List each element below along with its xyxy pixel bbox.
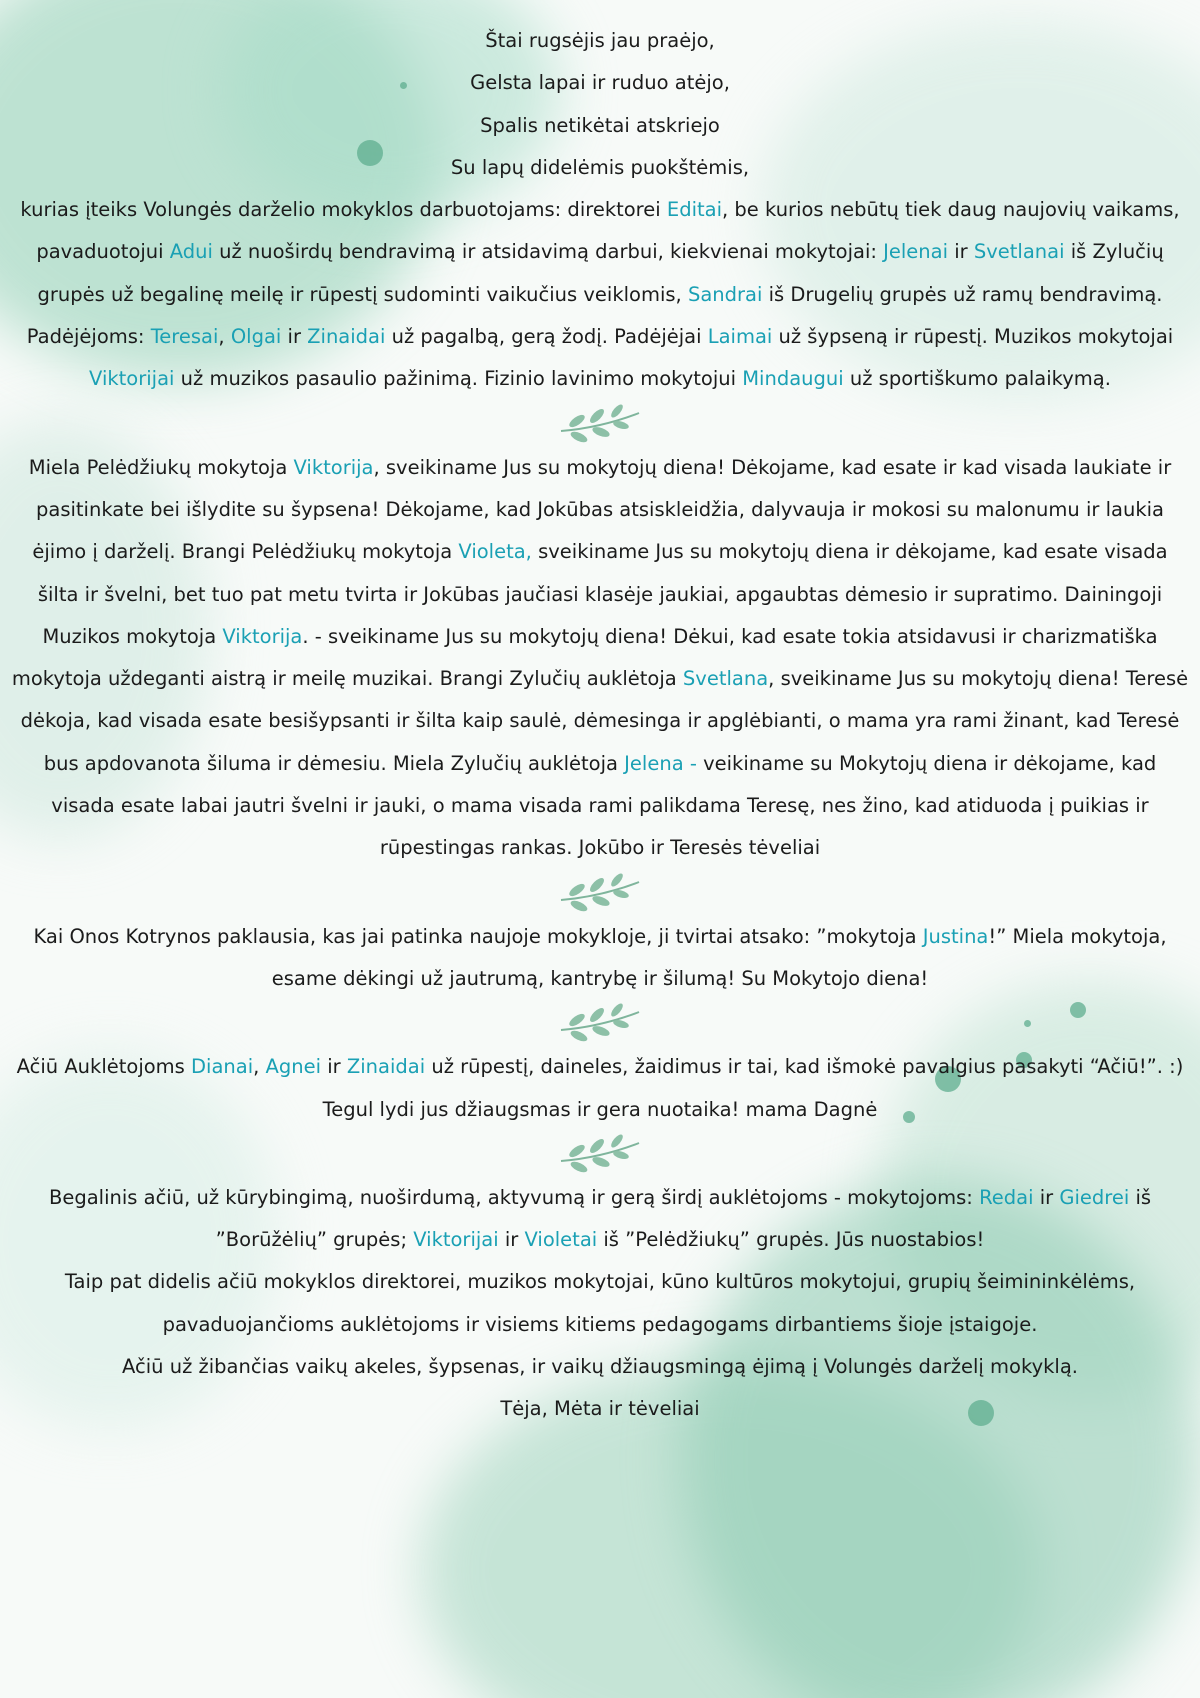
- name-highlight: Laimai: [707, 325, 773, 349]
- leaf-divider-icon: [555, 870, 645, 916]
- poem-line: Štai rugsėjis jau praėjo,: [485, 29, 715, 52]
- name-highlight: Redai: [979, 1185, 1034, 1209]
- dagne-paragraph: Ačiū Auklėtojoms Dianai, Agnei ir Zinaidai už rūpestį, daineles, žaidimus ir tai, kad išmokė pavalgius pasakyti “Ačiū!”. :) Tegul lydi jus džiaugsmas ir gera nuotaika! mama Dagnė: [16, 1055, 1184, 1121]
- final-thanks-line: Taip pat didelis ačiū mokyklos direktorei, muzikos mokytojai, kūno kultūros mokytojui, grupių šeimininkėlėms, pavaduojančioms auklėtojoms ir visiems kitiems pedagogams dirbantiems šioje įstaigoje.: [64, 1270, 1136, 1336]
- name-highlight: Violetai: [524, 1228, 598, 1252]
- name-highlight: Viktorijai: [413, 1228, 499, 1252]
- name-highlight: Jelenai: [883, 240, 949, 264]
- name-highlight: Viktorijai: [89, 367, 175, 391]
- name-highlight: Adui: [169, 240, 213, 264]
- leaf-divider-icon: [555, 401, 645, 447]
- leaf-divider-icon: [555, 1131, 645, 1177]
- name-highlight: Viktorija: [293, 455, 374, 479]
- poem-line: Su lapų didelėmis puokštėmis,: [450, 155, 750, 179]
- name-highlight: Giedrei: [1059, 1185, 1130, 1209]
- staff-thanks-paragraph: kurias įteiks Volungės darželio mokyklos darbuotojams: direktorei Editai, be kurios nebūtų tiek daug naujovių vaikams, pavaduotojui Adui už nuoširdų bendravimą ir atsidavimą darbui, kiekvienai mokytojai: Jelenai ir Svetlanai iš Zylučių grupės už begalinę meilę ir rūpestį sudominti vaikučius veiklomis, Sandrai iš Drugelių grupės už ramų bendravimą. Padėjėjoms: Teresai, Olgai ir Zinaidai už pagalbą, gerą žodį. Padėjėjai Laimai už šypseną ir rūpestį. Muzikos mokytojai Viktorijai už muzikos pasaulio pažinimą. Fizinio lavinimo mokytojui Mindaugui už sportiškumo palaikymą.: [20, 198, 1180, 391]
- name-highlight: Jelena -: [624, 751, 697, 775]
- name-highlight: Olgai: [230, 325, 282, 349]
- name-highlight: Mindaugui: [742, 367, 844, 391]
- poem-line: Gelsta lapai ir ruduo atėjo,: [470, 71, 730, 95]
- name-highlight: Svetlanai: [973, 240, 1065, 264]
- name-highlight: Zinaidai: [346, 1055, 426, 1079]
- name-highlight: Sandrai: [687, 282, 763, 306]
- teachers-greeting-paragraph: Miela Pelėdžiukų mokytoja Viktorija, sveikiname Jus su mokytojų diena! Dėkojame, kad esate ir kad visada laukiate ir pasitinkate bei išlydite su šypsena! Dėkojame, kad Jokūbas atsiskleidžia, dalyvauja ir mokosi su malonumu ir laukia ėjimo į darželį. Brangi Pelėdžiukų mokytoja Violeta, sveikiname Jus su mokytojų diena ir dėkojame, kad esate visada šilta ir švelni, bet tuo pat metu tvirta ir Jokūbas jaučiasi klasėje jaukiai, apgaubtas dėmesio ir supratimo. Dainingoji Muzikos mokytoja Viktorija. - sveikiname Jus su mokytojų diena! Dėkui, kad esate tokia atsidavusi ir charizmatiška mokytoja uždeganti aistrą ir meilę muzikai. Brangi Zylučių auklėtoja Svetlana, sveikiname Jus su mokytojų diena! Teresė dėkoja, kad visada esate besišypsanti ir šilta kaip saulė, dėmesinga ir apglėbianti, o mama yra rami žinant, kad Teresė bus apdovanota šiluma ir dėmesiu. Miela Zylučių auklėtoja Jelena - veikiname su Mokytojų diena ir dėkojame, kad visada esate labai jautri švelni ir jauki, o mama visada rami palikdama Teresę, nes žino, kad atiduoda į puikias ir rūpestingas rankas. Jokūbo ir Teresės tėveliai: [11, 455, 1189, 860]
- name-highlight: Violeta,: [458, 540, 532, 564]
- name-highlight: Editai: [666, 198, 723, 222]
- name-highlight: Zinaidai: [307, 325, 386, 349]
- final-thanks-line: Begalinis ačiū, už kūrybingimą, nuoširdumą, aktyvumą ir gerą širdį auklėtojoms - mokytojoms: Redai ir Giedrei iš ”Borūžėlių” grupės; Viktorijai ir Violetai iš ”Pelėdžiukų” grupės. Jūs nuostabios!: [48, 1185, 1152, 1252]
- poem: [10, 20, 1190, 189]
- name-highlight: Viktorija: [222, 624, 303, 648]
- signature: Tėja, Mėta ir tėveliai: [500, 1397, 700, 1421]
- name-highlight: Justina: [922, 924, 989, 948]
- page-content: [10, 0, 1190, 1431]
- final-thanks: [10, 1177, 1190, 1431]
- name-highlight: Agnei: [265, 1055, 322, 1079]
- leaf-divider-icon: [555, 1000, 645, 1046]
- poem-line: Spalis netikėtai atskriejo: [480, 113, 720, 137]
- ona-kotryna-paragraph: Kai Onos Kotrynos paklausia, kas jai patinka naujoje mokykloje, ji tvirtai atsako: ”mokytoja Justina!” Miela mokytoja, esame dėkingi už jautrumą, kantrybę ir šilumą! Su Mokytojo diena!: [33, 924, 1167, 990]
- final-thanks-line: Ačiū už žibančias vaikų akeles, šypsenas, ir vaikų džiaugsmingą ėjimą į Volungės darželį mokyklą.: [122, 1355, 1078, 1379]
- name-highlight: Dianai: [191, 1055, 254, 1079]
- name-highlight: Svetlana: [682, 667, 769, 691]
- name-highlight: Teresai: [150, 325, 219, 349]
